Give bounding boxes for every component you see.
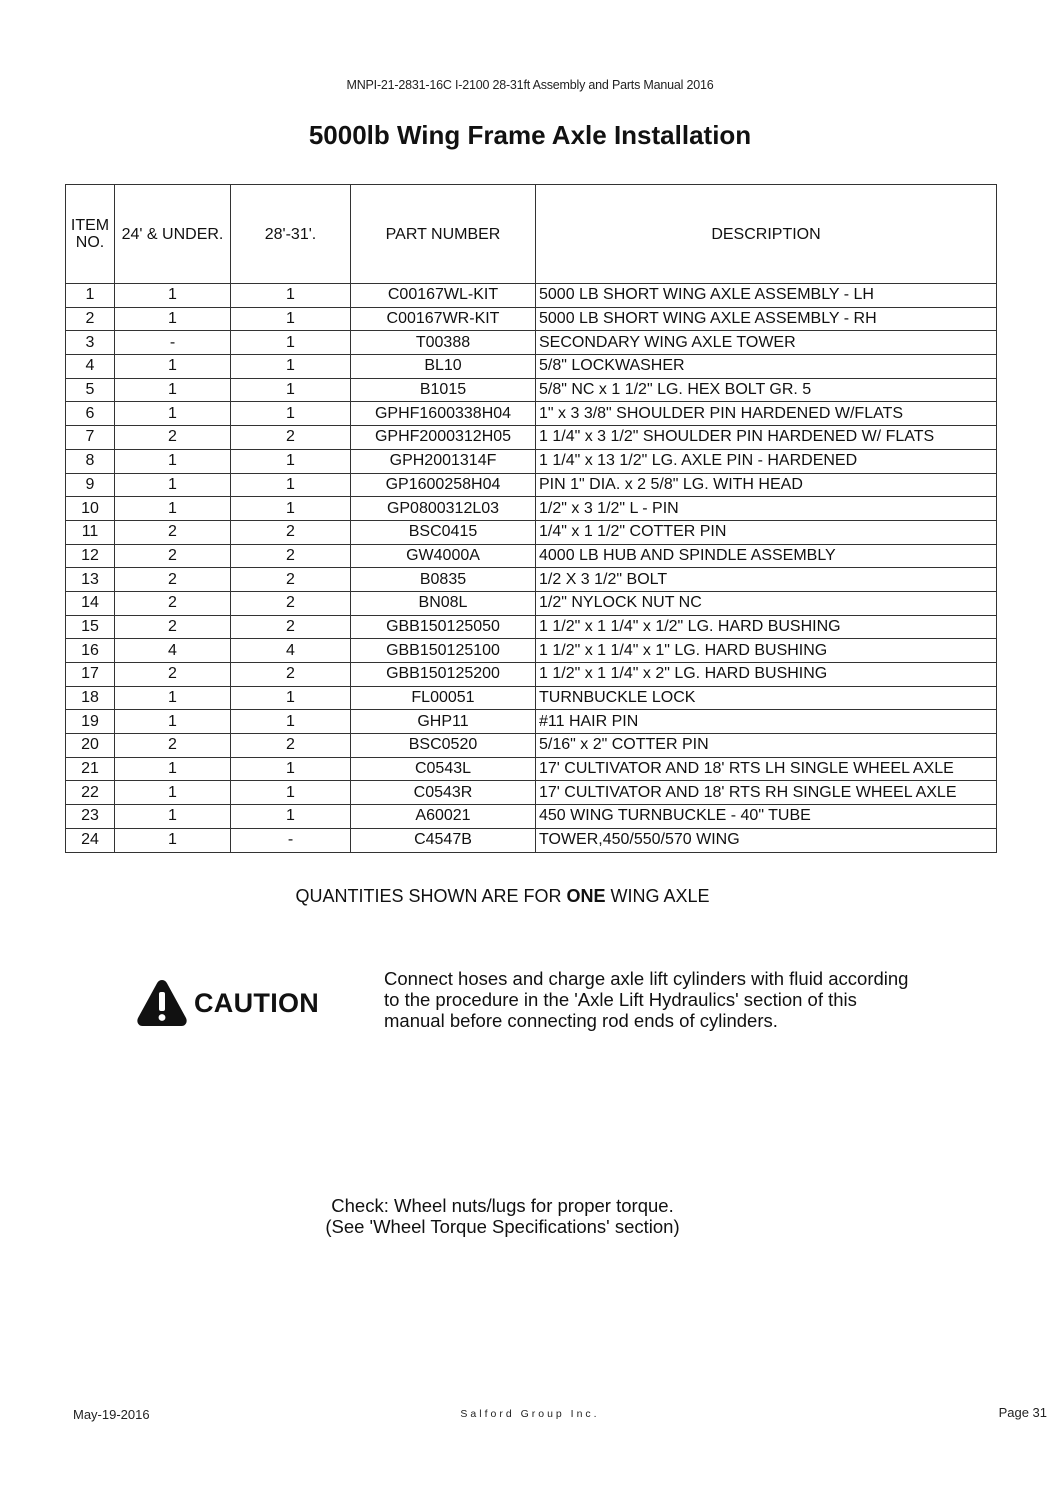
- cell-item-no: 5: [66, 378, 115, 402]
- cell-qty-24-under: -: [115, 331, 231, 355]
- table-row: [66, 639, 997, 663]
- cell-qty-28-31: 1: [231, 710, 351, 734]
- cell-item-no: 24: [66, 828, 115, 852]
- cell-item-no: 21: [66, 757, 115, 781]
- cell-qty-28-31: 2: [231, 591, 351, 615]
- cell-part-number: T00388: [351, 331, 536, 355]
- cell-qty-28-31: 1: [231, 497, 351, 521]
- cell-item-no: 6: [66, 402, 115, 426]
- table-row: [66, 710, 997, 734]
- cell-qty-28-31: 2: [231, 734, 351, 758]
- column-header-item: [66, 185, 115, 284]
- torque-check-note: [0, 1195, 1005, 1237]
- footer-date: May-19-2016: [73, 1407, 150, 1422]
- table-row: [66, 473, 997, 497]
- cell-qty-24-under: 2: [115, 663, 231, 687]
- cell-description: TOWER,450/550/570 WING: [536, 828, 997, 852]
- table-row: [66, 615, 997, 639]
- table-row: [66, 402, 997, 426]
- caution-line-2: to the procedure in the 'Axle Lift Hydraulics' section of this: [384, 989, 857, 1010]
- cell-qty-28-31: 1: [231, 686, 351, 710]
- cell-part-number: B0835: [351, 568, 536, 592]
- table-row: [66, 284, 997, 308]
- table-row: [66, 520, 997, 544]
- cell-part-number: GP1600258H04: [351, 473, 536, 497]
- cell-part-number: GPH2001314F: [351, 449, 536, 473]
- cell-description: 1 1/2" x 1 1/4" x 1" LG. HARD BUSHING: [536, 639, 997, 663]
- cell-item-no: 16: [66, 639, 115, 663]
- cell-qty-28-31: 2: [231, 544, 351, 568]
- cell-qty-28-31: 2: [231, 568, 351, 592]
- quantity-note: [0, 886, 1005, 907]
- cell-qty-24-under: 4: [115, 639, 231, 663]
- cell-item-no: 9: [66, 473, 115, 497]
- cell-item-no: 13: [66, 568, 115, 592]
- cell-part-number: GP0800312L03: [351, 497, 536, 521]
- cell-qty-24-under: 1: [115, 473, 231, 497]
- warning-triangle-icon: [136, 978, 188, 1028]
- cell-description: 1 1/2" x 1 1/4" x 2" LG. HARD BUSHING: [536, 663, 997, 687]
- cell-qty-28-31: 2: [231, 615, 351, 639]
- caution-line-3: manual before connecting rod ends of cylinders.: [384, 1010, 778, 1031]
- table-row: [66, 591, 997, 615]
- cell-item-no: 4: [66, 355, 115, 379]
- cell-part-number: A60021: [351, 805, 536, 829]
- cell-item-no: 18: [66, 686, 115, 710]
- cell-description: 5/8" NC x 1 1/2" LG. HEX BOLT GR. 5: [536, 378, 997, 402]
- cell-description: 1/2" x 3 1/2" L - PIN: [536, 497, 997, 521]
- cell-qty-28-31: 1: [231, 757, 351, 781]
- cell-description: 1 1/2" x 1 1/4" x 1/2" LG. HARD BUSHING: [536, 615, 997, 639]
- cell-item-no: 1: [66, 284, 115, 308]
- cell-part-number: GPHF2000312H05: [351, 426, 536, 450]
- cell-qty-28-31: 1: [231, 781, 351, 805]
- column-header-24-under: 24' & UNDER.: [115, 185, 231, 284]
- torque-check-line-1: Check: Wheel nuts/lugs for proper torque.: [331, 1195, 674, 1216]
- cell-description: 5/8" LOCKWASHER: [536, 355, 997, 379]
- table-row: [66, 544, 997, 568]
- cell-part-number: GW4000A: [351, 544, 536, 568]
- cell-part-number: GBB150125100: [351, 639, 536, 663]
- table-header-row: [66, 185, 997, 284]
- cell-qty-24-under: 1: [115, 497, 231, 521]
- cell-qty-24-under: 2: [115, 734, 231, 758]
- column-header-28-31: 28'-31'.: [231, 185, 351, 284]
- cell-qty-24-under: 1: [115, 686, 231, 710]
- parts-table: [65, 184, 997, 853]
- caution-label-group: [136, 978, 319, 1028]
- cell-description: 1/2" NYLOCK NUT NC: [536, 591, 997, 615]
- cell-description: 5000 LB SHORT WING AXLE ASSEMBLY - LH: [536, 284, 997, 308]
- cell-qty-24-under: 1: [115, 284, 231, 308]
- cell-item-no: 15: [66, 615, 115, 639]
- cell-qty-28-31: 2: [231, 520, 351, 544]
- cell-qty-24-under: 1: [115, 828, 231, 852]
- document-header-line: MNPI-21-2831-16C I-2100 28-31ft Assembly and Parts Manual 2016: [346, 78, 714, 92]
- column-header-description: DESCRIPTION: [536, 185, 997, 284]
- cell-part-number: BN08L: [351, 591, 536, 615]
- cell-description: SECONDARY WING AXLE TOWER: [536, 331, 997, 355]
- cell-part-number: C4547B: [351, 828, 536, 852]
- cell-item-no: 10: [66, 497, 115, 521]
- cell-part-number: BL10: [351, 355, 536, 379]
- caution-label: CAUTION: [194, 987, 320, 1018]
- cell-part-number: B1015: [351, 378, 536, 402]
- cell-qty-28-31: 1: [231, 355, 351, 379]
- cell-qty-28-31: 4: [231, 639, 351, 663]
- cell-item-no: 20: [66, 734, 115, 758]
- table-row: [66, 307, 997, 331]
- cell-qty-24-under: 1: [115, 355, 231, 379]
- cell-qty-24-under: 1: [115, 757, 231, 781]
- cell-description: 450 WING TURNBUCKLE - 40" TUBE: [536, 805, 997, 829]
- cell-qty-28-31: 1: [231, 473, 351, 497]
- cell-qty-28-31: 2: [231, 426, 351, 450]
- cell-part-number: C00167WL-KIT: [351, 284, 536, 308]
- cell-description: PIN 1" DIA. x 2 5/8" LG. WITH HEAD: [536, 473, 997, 497]
- cell-description: 1/4" x 1 1/2" COTTER PIN: [536, 520, 997, 544]
- column-header-item-line1: ITEM: [70, 217, 110, 234]
- cell-item-no: 12: [66, 544, 115, 568]
- cell-item-no: 11: [66, 520, 115, 544]
- table-row: [66, 805, 997, 829]
- cell-qty-28-31: 1: [231, 449, 351, 473]
- cell-item-no: 8: [66, 449, 115, 473]
- cell-item-no: 2: [66, 307, 115, 331]
- cell-part-number: C0543L: [351, 757, 536, 781]
- table-row: [66, 828, 997, 852]
- table-row: [66, 686, 997, 710]
- caution-message: [384, 968, 1004, 1031]
- cell-description: 17' CULTIVATOR AND 18' RTS RH SINGLE WHEEL AXLE: [536, 781, 997, 805]
- cell-part-number: GBB150125050: [351, 615, 536, 639]
- cell-qty-24-under: 1: [115, 805, 231, 829]
- column-header-part-number: PART NUMBER: [351, 185, 536, 284]
- cell-qty-28-31: 1: [231, 284, 351, 308]
- cell-qty-24-under: 1: [115, 710, 231, 734]
- footer-page-number: Page 31: [998, 1405, 1047, 1420]
- table-row: [66, 497, 997, 521]
- caution-line-1: Connect hoses and charge axle lift cylinders with fluid according: [384, 968, 909, 989]
- cell-item-no: 7: [66, 426, 115, 450]
- table-row: [66, 568, 997, 592]
- cell-qty-24-under: 2: [115, 615, 231, 639]
- table-row: [66, 331, 997, 355]
- cell-part-number: C0543R: [351, 781, 536, 805]
- cell-part-number: GPHF1600338H04: [351, 402, 536, 426]
- table-row: [66, 757, 997, 781]
- cell-qty-24-under: 1: [115, 378, 231, 402]
- table-row: [66, 663, 997, 687]
- cell-part-number: BSC0415: [351, 520, 536, 544]
- cell-qty-28-31: -: [231, 828, 351, 852]
- cell-qty-24-under: 2: [115, 591, 231, 615]
- cell-item-no: 22: [66, 781, 115, 805]
- cell-qty-24-under: 1: [115, 449, 231, 473]
- table-row: [66, 355, 997, 379]
- footer-company: Salford Group Inc.: [460, 1408, 600, 1420]
- table-row: [66, 734, 997, 758]
- cell-qty-24-under: 2: [115, 568, 231, 592]
- cell-description: 17' CULTIVATOR AND 18' RTS LH SINGLE WHEEL AXLE: [536, 757, 997, 781]
- cell-part-number: BSC0520: [351, 734, 536, 758]
- cell-part-number: C00167WR-KIT: [351, 307, 536, 331]
- cell-qty-24-under: 2: [115, 426, 231, 450]
- cell-qty-28-31: 2: [231, 663, 351, 687]
- table-row: [66, 781, 997, 805]
- cell-part-number: GHP11: [351, 710, 536, 734]
- quantity-note-prefix: QUANTITIES SHOWN ARE FOR: [295, 886, 567, 906]
- cell-qty-28-31: 1: [231, 805, 351, 829]
- table-row: [66, 449, 997, 473]
- table-row: [66, 426, 997, 450]
- page-title: 5000lb Wing Frame Axle Installation: [308, 120, 752, 150]
- cell-qty-24-under: 1: [115, 781, 231, 805]
- cell-qty-24-under: 1: [115, 402, 231, 426]
- cell-qty-28-31: 1: [231, 378, 351, 402]
- cell-qty-24-under: 1: [115, 307, 231, 331]
- cell-qty-24-under: 2: [115, 520, 231, 544]
- cell-description: #11 HAIR PIN: [536, 710, 997, 734]
- cell-description: 5000 LB SHORT WING AXLE ASSEMBLY - RH: [536, 307, 997, 331]
- cell-item-no: 19: [66, 710, 115, 734]
- cell-qty-24-under: 2: [115, 544, 231, 568]
- cell-part-number: FL00051: [351, 686, 536, 710]
- table-row: [66, 378, 997, 402]
- cell-item-no: 23: [66, 805, 115, 829]
- cell-item-no: 14: [66, 591, 115, 615]
- cell-description: 1" x 3 3/8" SHOULDER PIN HARDENED W/FLATS: [536, 402, 997, 426]
- cell-description: 1 1/4" x 13 1/2" LG. AXLE PIN - HARDENED: [536, 449, 997, 473]
- quantity-note-suffix: WING AXLE: [605, 886, 710, 906]
- quantity-note-emphasis: ONE: [566, 886, 606, 906]
- cell-item-no: 17: [66, 663, 115, 687]
- cell-description: 5/16" x 2" COTTER PIN: [536, 734, 997, 758]
- cell-part-number: GBB150125200: [351, 663, 536, 687]
- cell-description: 1 1/4" x 3 1/2" SHOULDER PIN HARDENED W/ FLATS: [536, 426, 997, 450]
- cell-description: 4000 LB HUB AND SPINDLE ASSEMBLY: [536, 544, 997, 568]
- column-header-item-line2: NO.: [75, 234, 105, 251]
- cell-item-no: 3: [66, 331, 115, 355]
- cell-description: 1/2 X 3 1/2" BOLT: [536, 568, 997, 592]
- cell-qty-28-31: 1: [231, 402, 351, 426]
- torque-check-line-2: (See 'Wheel Torque Specifications' section): [325, 1216, 680, 1237]
- cell-description: TURNBUCKLE LOCK: [536, 686, 997, 710]
- cell-qty-28-31: 1: [231, 307, 351, 331]
- cell-qty-28-31: 1: [231, 331, 351, 355]
